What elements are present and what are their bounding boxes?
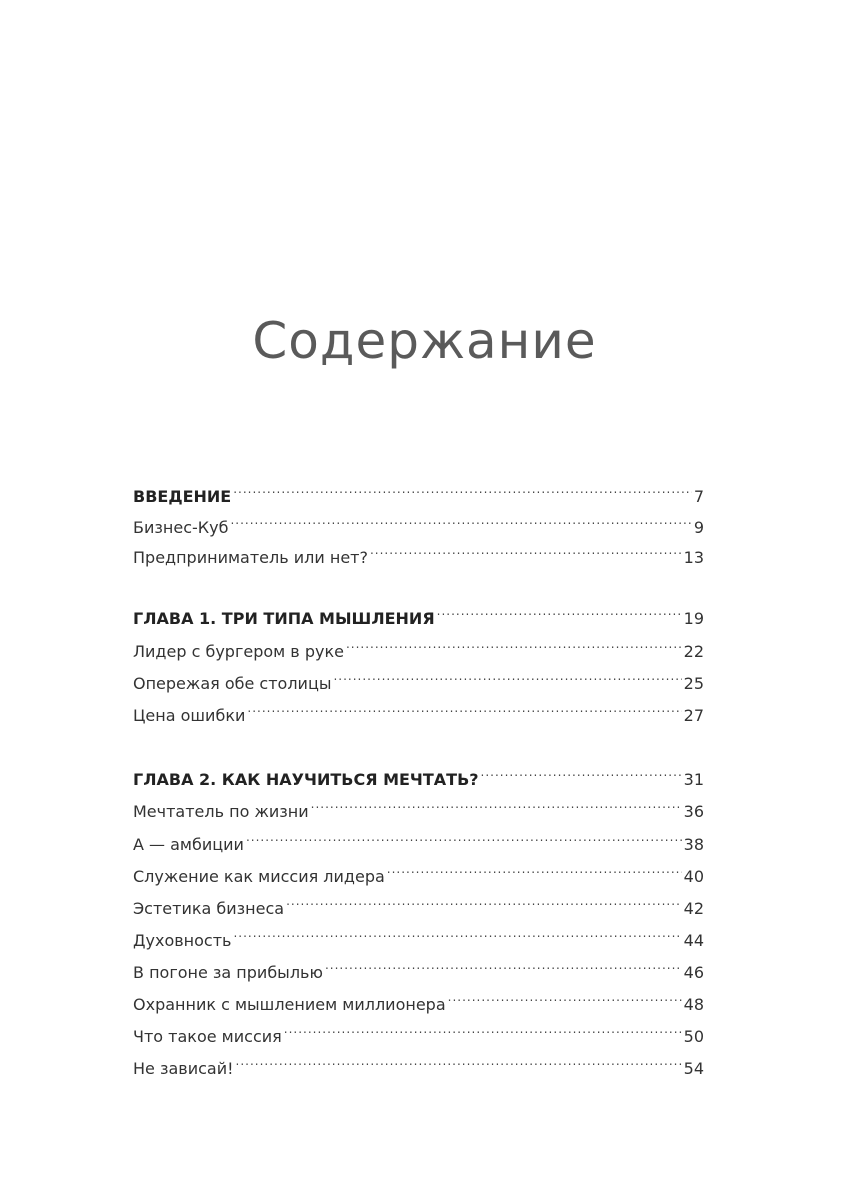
toc-entry-page: 44 [683, 931, 704, 950]
toc-entry-label: Лидер с бургером в руке [133, 642, 344, 661]
toc-entry-page: 40 [683, 867, 704, 886]
toc-entry-page: 42 [683, 899, 704, 918]
toc-entry-chapter-2[interactable] [133, 759, 704, 789]
dot-leader [311, 791, 682, 817]
toc-entry-page: 25 [683, 674, 704, 693]
toc-entry-label: Бизнес-Куб [133, 518, 229, 537]
toc-entry-page: 46 [683, 963, 704, 982]
dot-leader [246, 824, 682, 850]
toc-entry-page: 27 [683, 706, 704, 725]
toc-entry-page: 22 [683, 642, 704, 661]
toc-entry-page: 9 [693, 518, 704, 537]
toc-entry[interactable] [133, 537, 704, 567]
dot-leader [333, 663, 681, 689]
toc-entry-page: 13 [683, 548, 704, 567]
toc-entry[interactable] [133, 920, 704, 950]
toc-entry-page: 50 [683, 1027, 704, 1046]
toc-entry[interactable] [133, 856, 704, 886]
toc-entry-label: Цена ошибки [133, 706, 246, 725]
toc-entry[interactable] [133, 507, 704, 537]
toc-entry[interactable] [133, 1048, 704, 1078]
toc-entry[interactable] [133, 663, 704, 693]
dot-leader [233, 920, 681, 946]
toc-entry-label: ГЛАВА 2. КАК НАУЧИТЬСЯ МЕЧТАТЬ? [133, 770, 479, 789]
toc-entry[interactable] [133, 1016, 704, 1046]
toc-entry-label: Служение как миссия лидера [133, 867, 385, 886]
toc-entry[interactable] [133, 952, 704, 982]
dot-leader [481, 759, 682, 785]
dot-leader [247, 695, 681, 721]
toc-entry-label: Мечтатель по жизни [133, 802, 309, 821]
toc-entry-label: Что такое миссия [133, 1027, 282, 1046]
toc-entry-label: ГЛАВА 1. ТРИ ТИПА МЫШЛЕНИЯ [133, 609, 435, 628]
dot-leader [387, 856, 682, 882]
toc-entry-label: Не зависай! [133, 1059, 234, 1078]
dot-leader [370, 537, 682, 563]
toc-entry[interactable] [133, 888, 704, 918]
dot-leader [233, 476, 692, 502]
dot-leader [325, 952, 682, 978]
dot-leader [437, 598, 682, 624]
dot-leader [284, 1016, 682, 1042]
toc-entry-page: 38 [683, 835, 704, 854]
toc-entry-label: Эстетика бизнеса [133, 899, 285, 918]
toc-entry-label: Духовность [133, 931, 232, 950]
page-title: Содержание [252, 312, 597, 370]
toc-entry-page: 19 [683, 609, 704, 628]
toc-entry-chapter-1[interactable] [133, 598, 704, 628]
dot-leader [346, 631, 682, 657]
toc-entry-page: 36 [683, 802, 704, 821]
toc-entry-label: Предприниматель или нет? [133, 548, 368, 567]
toc-entry-label: Опережая обе столицы [133, 674, 332, 693]
toc-entry[interactable] [133, 984, 704, 1014]
toc-entry-introduction[interactable] [133, 476, 704, 506]
toc-entry-page: 54 [683, 1059, 704, 1078]
dot-leader [448, 984, 682, 1010]
toc-entry[interactable] [133, 631, 704, 661]
dot-leader [286, 888, 682, 914]
toc-entry-label: ВВЕДЕНИЕ [133, 487, 232, 506]
toc-entry-page: 48 [683, 995, 704, 1014]
toc-entry-label: В погоне за прибылью [133, 963, 323, 982]
toc-entry[interactable] [133, 695, 704, 725]
toc-entry[interactable] [133, 824, 704, 854]
toc-entry-page: 7 [693, 487, 704, 506]
toc-entry-label: А — амбиции [133, 835, 244, 854]
toc-entry[interactable] [133, 791, 704, 821]
toc-entry-page: 31 [683, 770, 704, 789]
toc-entry-label: Охранник с мышлением миллионера [133, 995, 446, 1014]
dot-leader [236, 1048, 682, 1074]
dot-leader [230, 507, 691, 533]
